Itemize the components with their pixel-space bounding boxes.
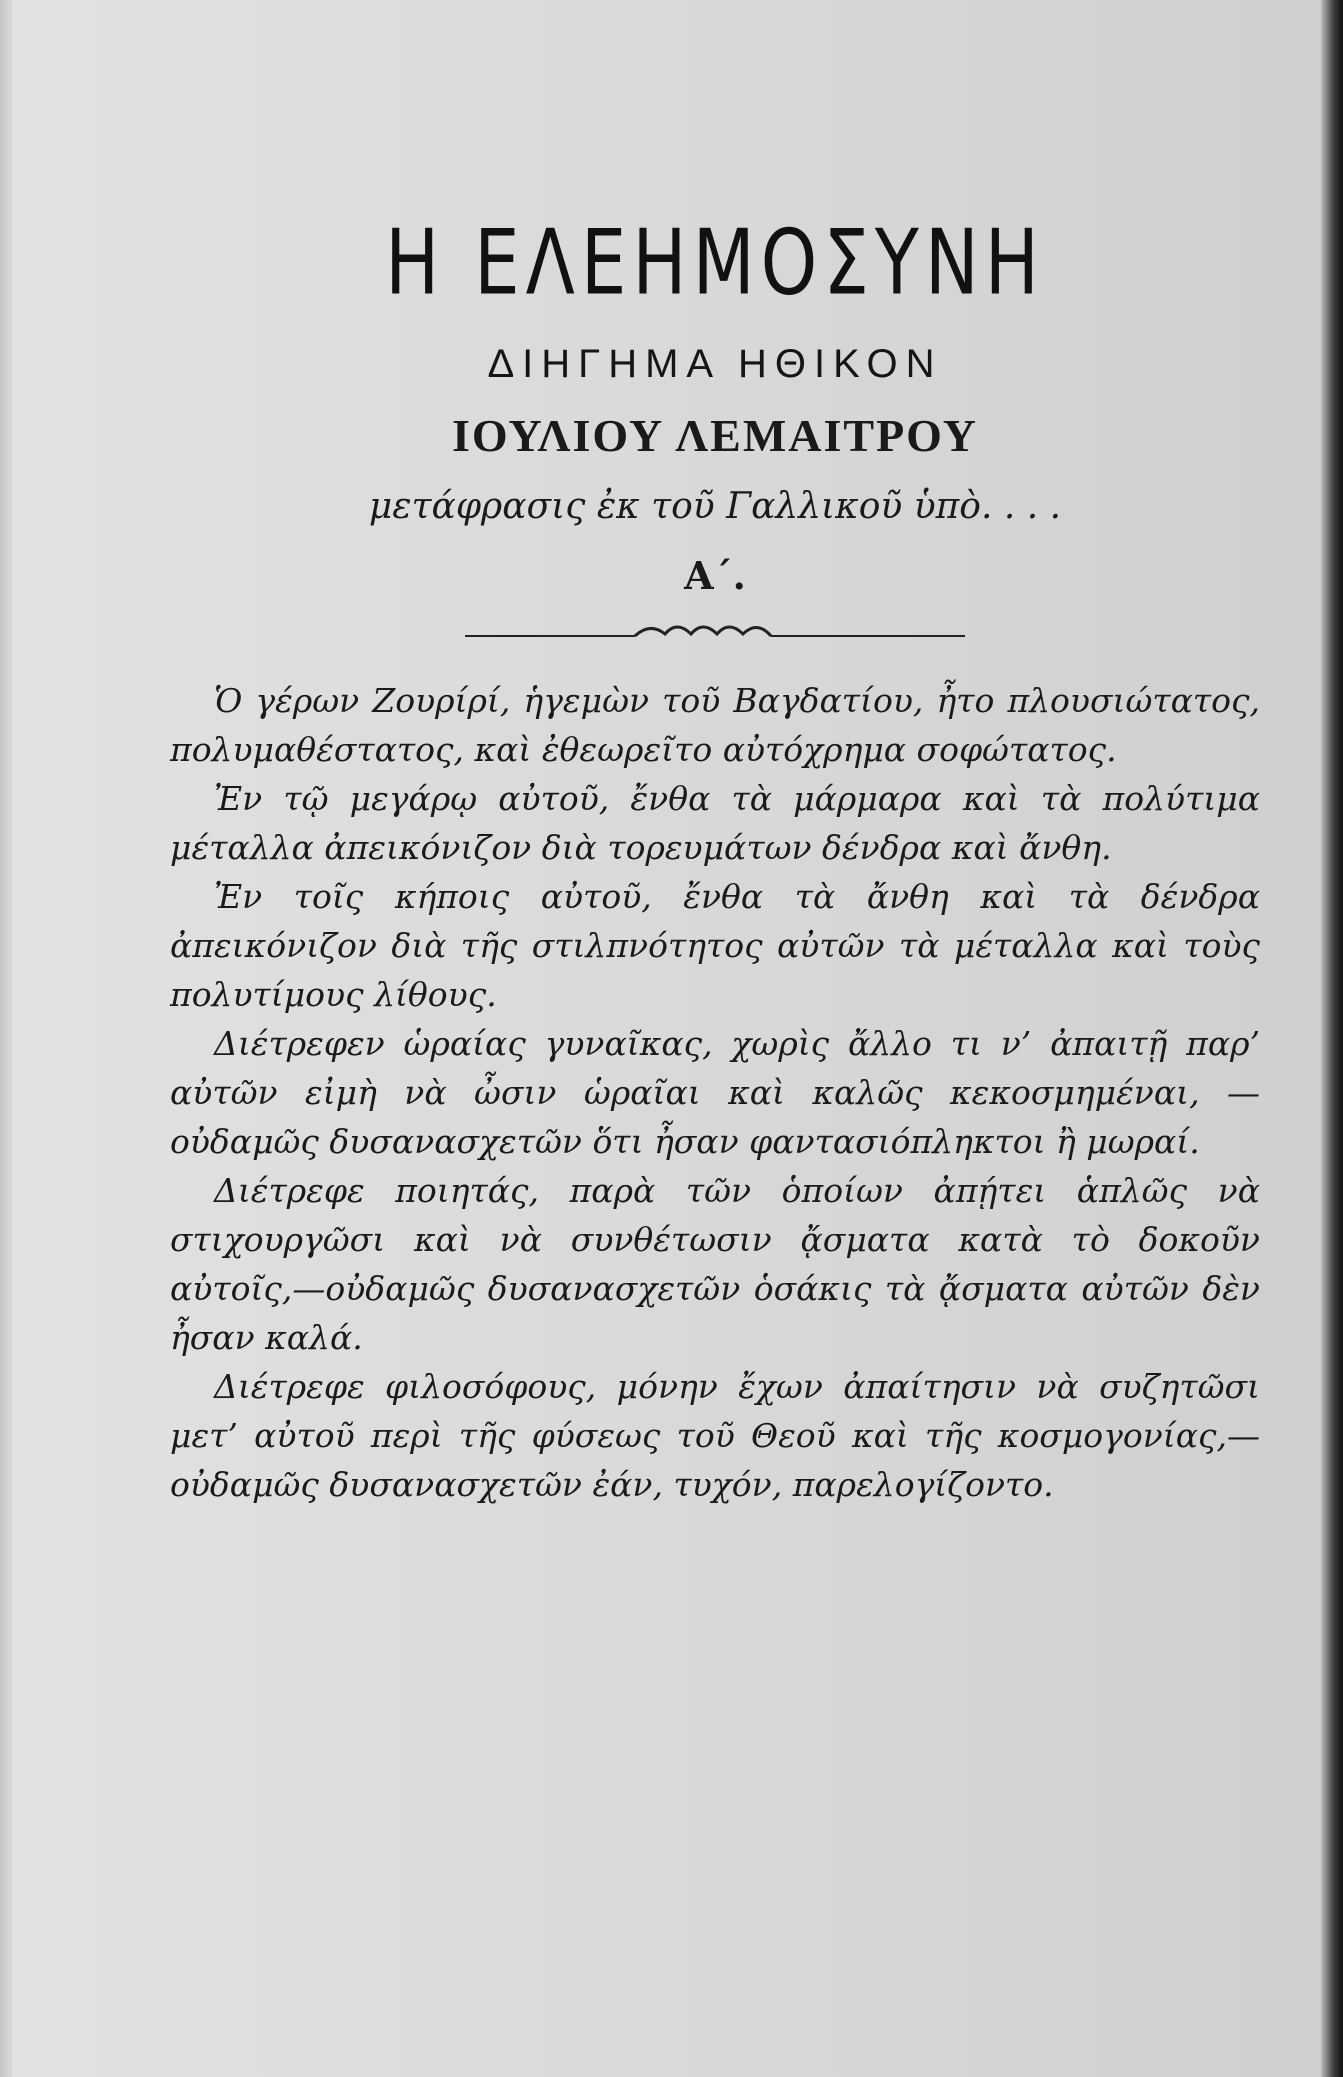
- paragraph-4: Διέτρεφεν ὡραίας γυναῖκας, χωρὶς ἄλλο τι ν’ ἀπαιτῇ παρ’ αὐτῶν εἰμὴ νὰ ὦσιν ὡραῖαι καὶ καλῶς κεκοσμημέναι, —οὐδαμῶς δυσανασχετῶν ὅτι ἦσαν φαντασιόπληκτοι ἢ μωραί.: [170, 1024, 1260, 1161]
- story-subtitle: ΔΙΗΓΗΜΑ ΗΘΙΚΟΝ: [487, 342, 943, 386]
- paragraph-5: Διέτρεφε ποιητάς, παρὰ τῶν ὁποίων ἀπῄτει ἁπλῶς νὰ στιχουργῶσι καὶ νὰ συνθέτωσιν ᾄσματα κατὰ τὸ δοκοῦν αὐτοῖς,—οὐδαμῶς δυσανασχετῶν ὁσάκις τὰ ᾄσματα αὐτῶν δὲν ἦσαν καλά.: [170, 1171, 1260, 1357]
- translation-note: μετάφρασις ἐκ τοῦ Γαλλικοῦ ὑπὸ. . . .: [368, 486, 1062, 527]
- paragraph-1: Ὁ γέρων Ζουρίρί, ἡγεμὼν τοῦ Βαγδατίου, ἦτο πλουσιώτατος, πολυμαθέστατος, καὶ ἐθεωρεῖτο αὐτόχρημα σοφώτατος.: [170, 681, 1260, 769]
- page-left-edge: [0, 0, 12, 2077]
- page-content: [170, 200, 1260, 1509]
- page-binding-shadow: [1321, 0, 1343, 2077]
- paragraph-2: Ἐν τῷ μεγάρῳ αὐτοῦ, ἔνθα τὰ μάρμαρα καὶ τὰ πολύτιμα μέταλλα ἀπεικόνιζον διὰ τορευμάτων δένδρα καὶ ἄνθη.: [170, 779, 1260, 867]
- author-name: ΙΟΥΛΙΟΥ ΛΕΜΑΙΤΡΟΥ: [452, 410, 978, 461]
- paragraph-3: Ἐν τοῖς κήποις αὐτοῦ, ἔνθα τὰ ἄνθη καὶ τὰ δένδρα ἀπεικόνιζον διὰ τῆς στιλπνότητος αὐτῶν τὰ μέταλλα καὶ τοὺς πολυτίμους λίθους.: [170, 877, 1260, 1014]
- story-title: Η ΕΛΕΗΜΟΣΥΝΗ: [385, 209, 1045, 315]
- chapter-number: Α΄.: [684, 553, 746, 598]
- paragraph-6: Διέτρεφε φιλοσόφους, μόνην ἔχων ἀπαίτησιν νὰ συζητῶσι μετ’ αὐτοῦ περὶ τῆς φύσεως τοῦ Θεοῦ καὶ τῆς κοσμογονίας,—οὐδαμῶς δυσανασχετῶν ἐάν, τυχόν, παρελογίζοντο.: [170, 1367, 1260, 1504]
- ornament-divider: [465, 616, 965, 646]
